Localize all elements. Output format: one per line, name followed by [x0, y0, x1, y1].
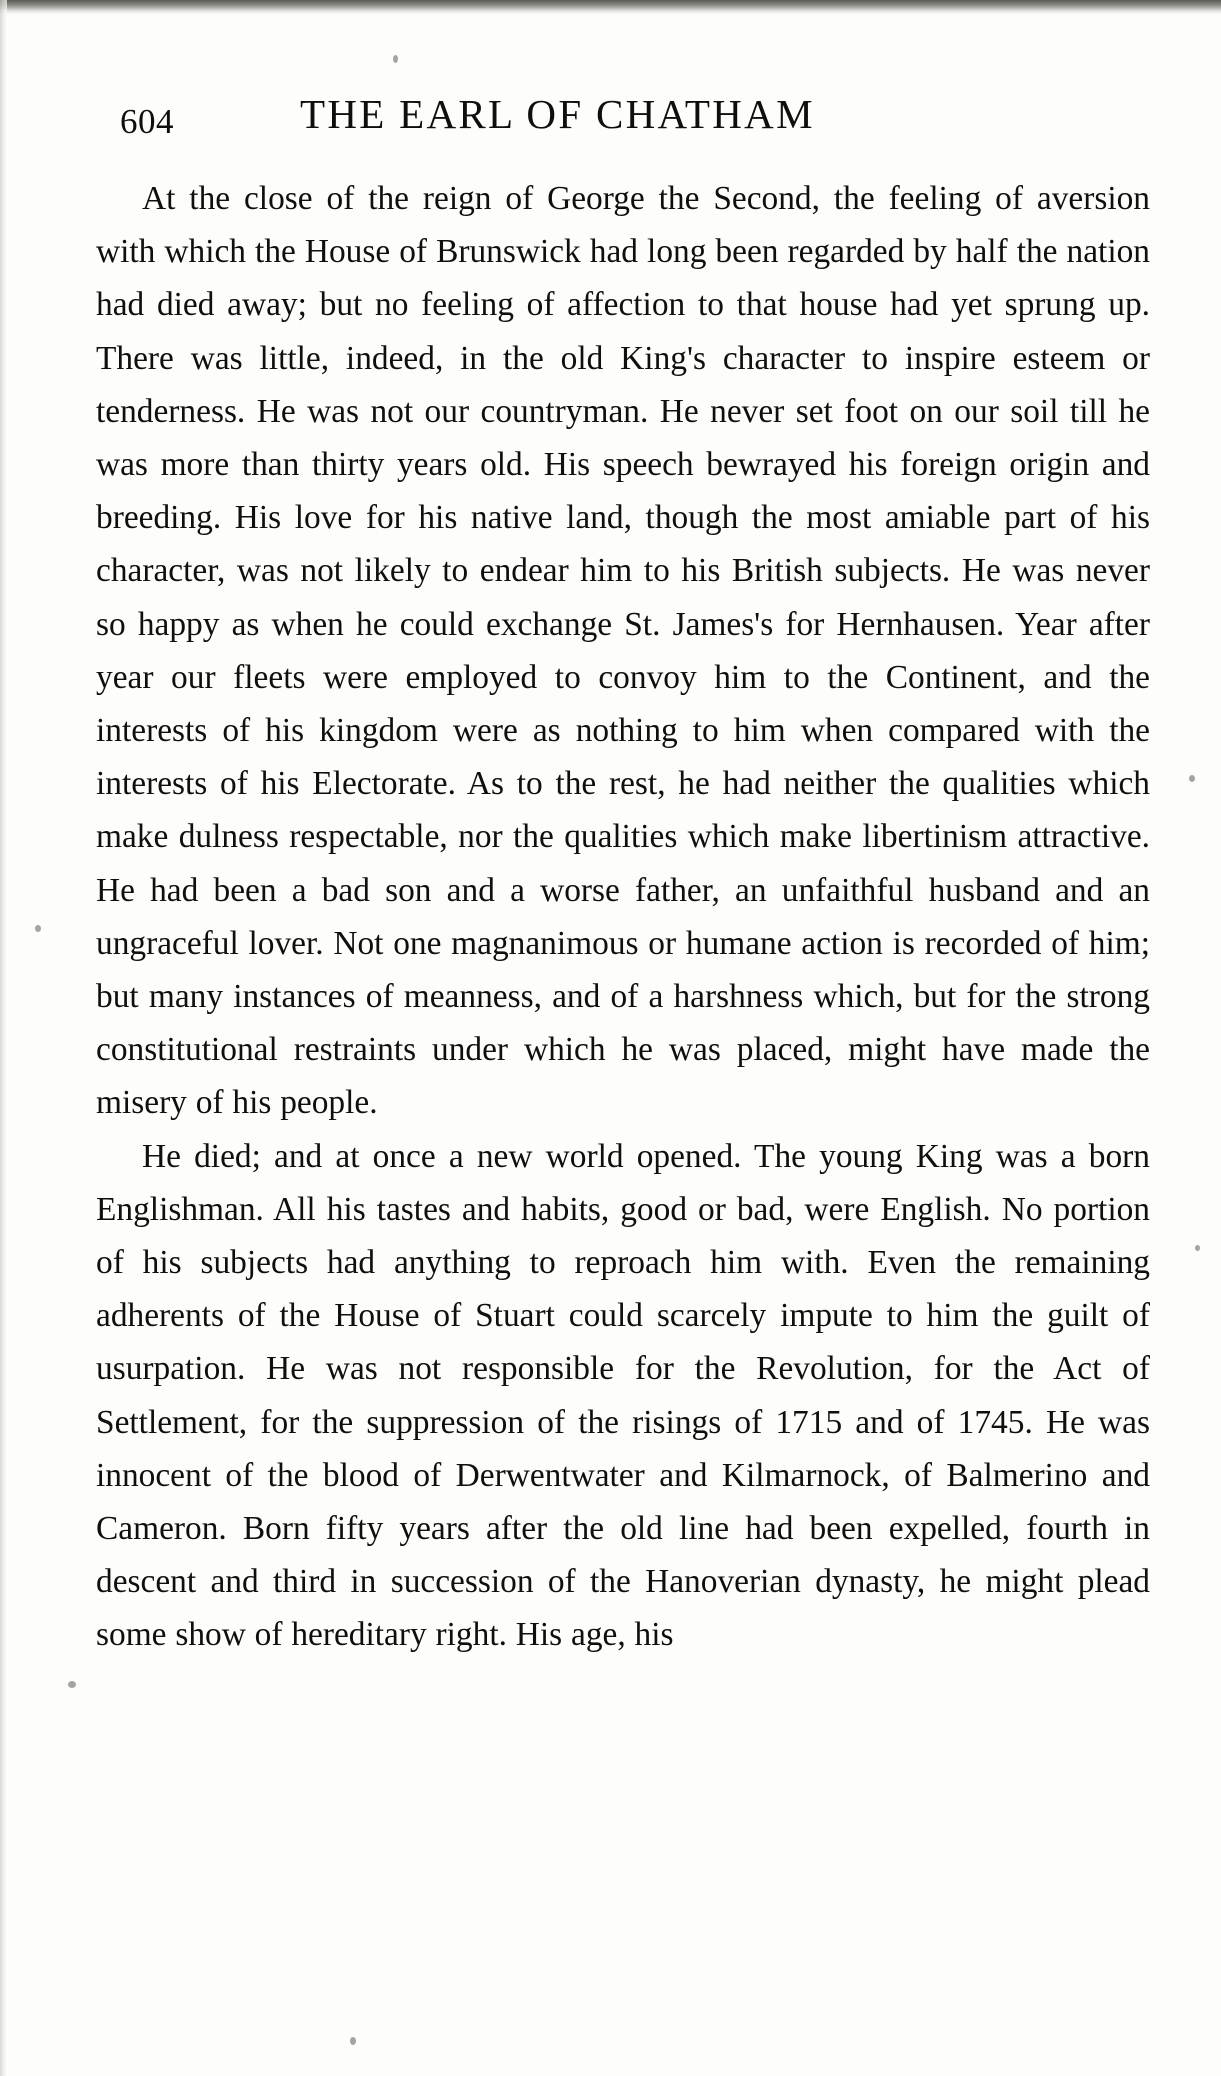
paragraph: He died; and at once a new world opened. The young King was a born Englishman. All his tastes and habits, good or bad, were English. No portion of his subjects had anything to reproach him with. Even the remaining adherents of the House of Stuart could scarcely impute to him the guilt of usurpation. He was not responsible for the Revolution, for the Act of Settlement, for the suppression of the risings of 1715 and of 1745. He was innocent of the blood of Derwentwater and Kilmarnock, of Balmerino and Cameron. Born fifty years after the old line had been expelled, fourth in descent and third in succession of the Hanoverian dynasty, he might plead some show of hereditary right. His age, his: [96, 1137, 1150, 1654]
page-header: [96, 90, 1146, 144]
paragraph: At the close of the reign of George the Second, the feeling of aversion with which the House of Brunswick had long been regarded by half the nation had died away; but no feeling of affection to that house had yet sprung up. There was little, indeed, in the old King's character to inspire esteem or tenderness. He was not our countryman. He never set foot on our soil till he was more than thirty years old. His speech bewrayed his foreign origin and breeding. His love for his native land, though the most amiable part of his character, was not likely to endear him to his British subjects. He was never so happy as when he could exchange St. James's for Hernhausen. Year after year our fleets were employed to convoy him to the Continent, and the interests of his kingdom were as nothing to him when compared with the interests of his Electorate. As to the rest, he had neither the qualities which make dulness respectable, nor the qualities which make libertinism attractive. He had been a bad son and a worse father, an unfaithful husband and an ungraceful lover. Not one magnanimous or humane action is recorded of him; but many instances of meanness, and of a harshness which, but for the strong constitutional restraints under which he was placed, might have made the misery of his people.: [96, 180, 1150, 1122]
page-body: [96, 172, 1150, 1662]
running-title: THE EARL OF CHATHAM: [300, 91, 815, 137]
page-number: 604: [120, 102, 174, 141]
